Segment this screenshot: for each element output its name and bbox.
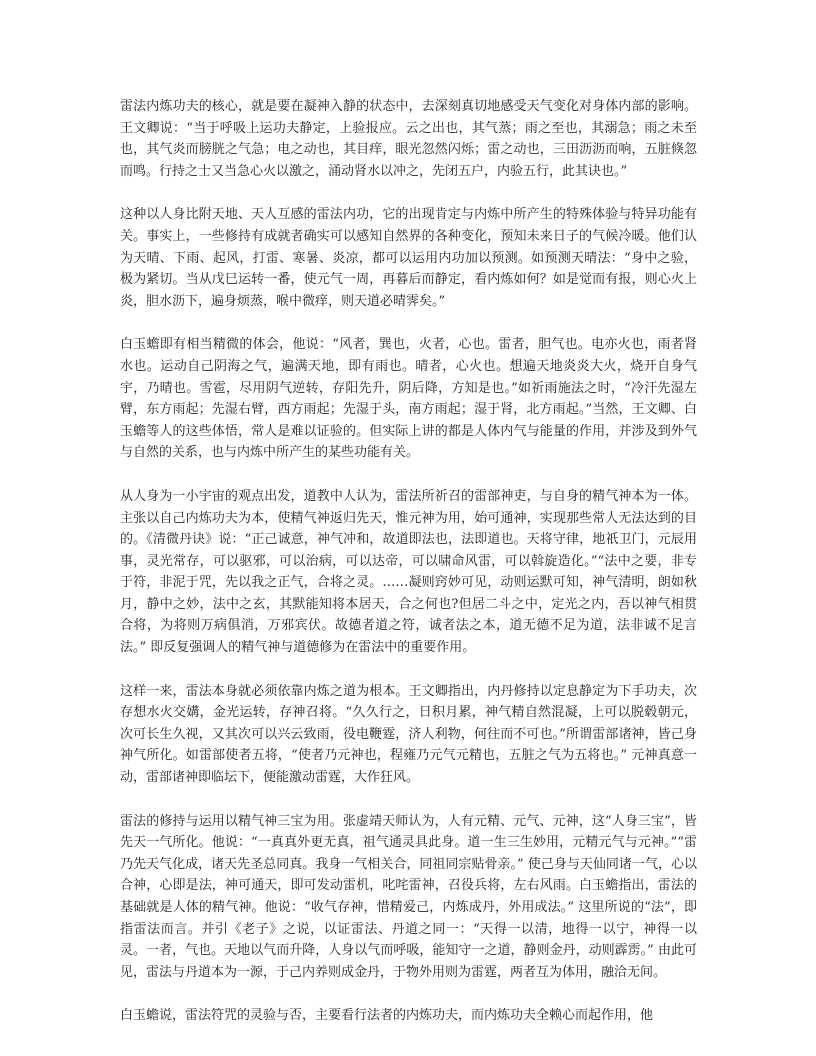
paragraph-3: 白玉蟾即有相当精微的体会，他说：“风者，巽也，火者，心也。雷者，胆气也。电亦火也，雨者肾水也。运动自己阴海之气，遍满天地，即有雨也。晴者，心火也。想遍天地炎炎大火，烧开自身气宇，乃晴也。雪雹，尽用阴气逆转，存阳先升，阴后降，方知是也。”如祈雨施法之时，“冷汗先湿左臂，东方雨起；先湿右臂，西方雨起；先湿于头，南方雨起；湿于肾，北方雨起。”当然，王文卿、白玉蟾等人的这些体悟，常人是难以证验的。但实际上讲的都是人体内气与能量的作用，并涉及到外气与自然的关系，也与内炼中所产生的某些功能有关。: [120, 337, 697, 461]
paragraph-5: 这样一来，雷法本身就必须依靠内炼之道为根本。王文卿指出，内丹修持以定息静定为下手功夫，次存想水火交媾，金光运转，存神召将。“久久行之，日积月累，神气精自然混凝，上可以脱毂朝元，次可长生久视，又其次可以兴云致雨，役电鞭霆，济人利物，何往而不可也。”所谓雷部诸神，皆己身神气所化。如雷部使者五将，“使者乃元神也，程雍乃元气元精也，五脏之气为五将也。” 元神真意一动，雷部诸神即临坛下，便能激动雷霆，大作狂风。: [120, 683, 697, 786]
paragraph-6: 雷法的修持与运用以精气神三宝为用。张虚靖天师认为，人有元精、元气、元神，这“人身三宝”，皆先天一气所化。他说：“一真真外更无真，祖气通灵具此身。道一生三生妙用，元精元气与元神。”“雷乃先天气化成，诸天先圣总同真。我身一气相关合，同祖同宗贴骨亲。” 使己身与天仙同诸一气，心以合神，心即是法，神可通天，即可发动雷机，叱咤雷神，召役兵将，左右风雨。白玉蟾指出，雷法的基础就是人体的精气神。他说：“收气存神，惜精爱己，内炼成丹，外用成法。” 这里所说的“法”，即指雷法而言。并引《老子》之说，以证雷法、丹道之同一：“天得一以清，地得一以宁，神得一以灵。一者，气也。天地以气而升降，人身以气而呼吸，能知守一之道，静则金丹，动则霹雳。” 由此可见，雷法与丹道本为一源，于己内养则成金丹，于物外用则为雷霆，两者互为体用，融洽无间。: [120, 813, 697, 980]
paragraph-4: 从人身为一小宇宙的观点出发，道教中人认为，雷法所祈召的雷部神吏，与自身的精气神本为一体。主张以自己内炼功夫为本，使精气神返归先天，惟元神为用，始可通神，实现那些常人无法达到的目的。《清微丹诀》说：“正己诚意，神气冲和，故道即法也，法即道也。天将守律，地祇卫门，元辰用事，灵光常存，可以驱邪，可以治病，可以达帝，可以啸命风雷，可以斡旋造化。”“法中之要，非专于符，非泥于咒，先以我之正气，合将之灵。……凝则窍妙可见，动则运默可知，神气清明，朗如秋月，静中之妙，法中之玄，其默能知将本居天，合之何也?但居二斗之中，定光之内，吾以神气相贯合将，为将则万病俱消，万邪宾伏。故德者道之符，诚者法之本，道无德不足为道，法非诚不足言法。” 即反复强调人的精气神与道德修为在雷法中的重要作用。: [120, 488, 697, 656]
paragraph-7: 白玉蟾说，雷法符咒的灵验与否，主要看行法者的内炼功夫，而内炼功夫全赖心而起作用，他: [120, 1008, 654, 1024]
paragraph-1: 雷法内炼功夫的核心，就是要在凝神入静的状态中，去深刻真切地感受天气变化对身体内部的影响。王文卿说：“当于呼吸上运功夫静定，上验报应。云之出也，其气蒸；雨之至也，其溺急；雨之未至也，其气炎而膀胱之气急；电之动也，其目痒，眼光忽然闪烁；雷之动也，三田沥沥而响，五脏倏忽而鸣。行持之士又当急心火以激之，涌动肾水以冲之，先闭五户，内验五行，此其诀也。”: [120, 99, 697, 179]
document-page: [120, 96, 697, 1049]
paragraph-2: 这种以人身比附天地、天人互感的雷法内功，它的出现肯定与内炼中所产生的特殊体验与特异功能有关。事实上，一些修持有成就者确实可以感知自然界的各种变化，预知未来日子的气候冷暖。他们认为天晴、下雨、起风，打雷、寒暑、炎凉，都可以运用内功加以预测。如预测天晴法：“身中之验，极为紧切。当从戊巳运转一番，使元气一周，再暮后而静定，看内炼如何？如是觉而有报，则心火上炎，胆水沥下，遍身烦蒸，喉中微痒，则天道必晴霁矣。”: [120, 207, 697, 309]
